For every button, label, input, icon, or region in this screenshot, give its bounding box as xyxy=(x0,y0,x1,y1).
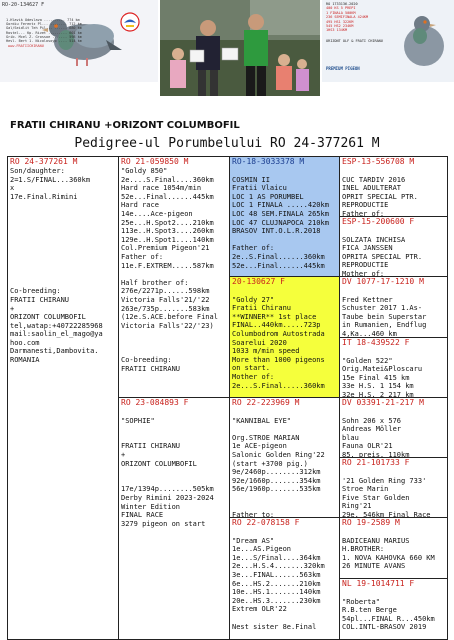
pedigree-text-line: 29e. 546km Final Race xyxy=(342,510,431,518)
paternal-granddam-details xyxy=(232,287,337,390)
pedigree-text-line: R.B.ten Berge xyxy=(342,606,397,615)
subject-details xyxy=(10,167,116,365)
pedigree-text-line: FICA JANSSEN xyxy=(342,244,393,253)
pedigree-text-line: "SOPHIE" xyxy=(121,416,155,425)
left-promo-header: RO-20-134627 F xyxy=(2,2,45,8)
pedigree-text-line: 1e...S/Final....364km xyxy=(232,553,321,562)
pedigree-text-line: Darmanesti,Dambovita. xyxy=(10,347,99,356)
pedigree-text-line: Ring'21 xyxy=(342,502,372,511)
pedigree-text-line xyxy=(232,494,337,503)
pedigree-text-line xyxy=(10,279,116,288)
pedigree-text-line: mail:saolin_el_mago@ya xyxy=(10,330,103,339)
pedigree-text-line: 52e...Final......445km xyxy=(232,261,325,270)
pedigree-text-line: Father to: xyxy=(232,511,275,518)
pedigree-text-line xyxy=(232,408,337,417)
pedigree-text-line xyxy=(232,167,337,176)
pedigree-text-line: 33e H.S. 1 154 km xyxy=(342,382,414,391)
pedigree-text-line: 52e...Final......445km xyxy=(121,192,214,201)
left-promo-results: 1.Hlavik Odeslava .......... 774 km Gordiu Ferentz Pl... ........ 712 km Gal/Seidlit Teh Pil... ...... 680 km Rostel... Kp. Rivet ......... 601 km Grib. Mcel Z. Grossoe ....... 598 km Hevl. Bert 1. Nicolosoyo .... 514 km xyxy=(6,18,82,44)
pedigree-text-line: 2=1.S/FINAL...360km xyxy=(10,175,91,184)
ring-number: ESP-15-200600 F xyxy=(342,217,415,226)
ring-number: RO 22-223969 M xyxy=(232,398,300,407)
pedigree-text-line xyxy=(232,236,337,245)
pedigree-text-line: 17e.Final.Rimini xyxy=(10,192,78,201)
club-logo-icon xyxy=(120,12,140,32)
pedigree-text-line: 6e...HS.2.......210km xyxy=(232,579,321,588)
pedigree-text-line: 2e...H.S.4.......320km xyxy=(232,562,325,571)
great-grandparent-cell-6 xyxy=(339,457,448,518)
great-grandparent-cell-2 xyxy=(339,216,448,277)
pedigree-text-line: Father of: xyxy=(342,209,385,217)
great-grandparent-cell-4 xyxy=(339,337,448,398)
pedigree-text-line: OPRIT SPECIAL PTR. xyxy=(342,192,418,201)
pedigree-text-line xyxy=(342,227,445,236)
pedigree-text-line: Father of: xyxy=(121,252,164,261)
pedigree-grid xyxy=(7,156,448,640)
pedigree-text-line: "Goldy 850" xyxy=(121,167,168,175)
family-photo xyxy=(160,0,320,96)
pedigree-text-line: 85. preis. 110km xyxy=(342,450,410,458)
ring-number: ESP-13-556708 M xyxy=(342,157,415,166)
pedigree-text-line xyxy=(342,468,445,477)
pedigree-text-line: 54pl...FINAL R...450km xyxy=(342,614,435,623)
maternal-granddam-details xyxy=(232,528,337,631)
pedigree-text-line: Mother of: xyxy=(232,372,275,381)
pigeon-image-right xyxy=(392,10,452,72)
pedigree-text-line xyxy=(232,287,337,296)
pedigree-text-line xyxy=(342,348,445,357)
pedigree-text-line xyxy=(342,528,445,537)
dam-details xyxy=(121,408,227,528)
pedigree-text-line xyxy=(342,287,445,296)
pedigree-text-line: 276e/2271p......598km xyxy=(121,287,210,296)
pedigree-text-line: tel,watap:+40722285968 xyxy=(10,321,103,330)
pedigree-text-line: H.BROTHER: xyxy=(342,545,385,554)
pedigree-text-line: 113e..H.Spot3....260km xyxy=(121,227,214,236)
pedigree-text-line: ROMANIA xyxy=(10,356,40,365)
paternal-grandsire-details xyxy=(232,167,337,270)
pedigree-text-line: Fauna OLR'21 xyxy=(342,442,393,451)
pedigree-text-line: Extrem OLR'22 xyxy=(232,605,287,614)
pedigree-text-line: FRATII CHIRANU xyxy=(10,295,70,304)
pedigree-text-line: LOC 47 CLUJNAPOCA 210km xyxy=(232,218,329,227)
great-grandparent-cell-1 xyxy=(339,156,448,217)
pedigree-text-line: blau xyxy=(342,433,359,442)
ring-number: DV 03391-21-217 M xyxy=(342,398,424,407)
pedigree-text-line: Org.STROE MARIAN xyxy=(232,433,300,442)
ring-number: RO 24-377261 M xyxy=(10,157,78,166)
ring-number: 20-130627 F xyxy=(232,277,285,286)
pedigree-text-line: Columbodrom Autostrada xyxy=(232,329,325,338)
pedigree-text-line: 263e/735p.......583km xyxy=(121,304,210,313)
pedigree-text-line: Hard race 1054m/min xyxy=(121,184,202,193)
pedigree-text-line: 14e....Ace-pigeon xyxy=(121,209,193,218)
pedigree-text-line xyxy=(121,270,227,279)
pedigree-text-line: 9e/2460p........312km xyxy=(232,468,321,477)
pedigree-text-line xyxy=(10,201,116,210)
family-photo-image xyxy=(160,0,320,96)
pedigree-text-line: (12e.S.ACE.before Final xyxy=(121,313,218,322)
pedigree-text-line: 56e/1960p.......535km xyxy=(232,485,321,494)
paternal-grandsire-cell xyxy=(229,156,340,277)
pedigree-text-line: COSMIN II xyxy=(232,175,270,184)
pedigree-text-line xyxy=(10,227,116,236)
pedigree-text-line: COL.INTL-BRASOV 2019 xyxy=(342,623,427,632)
banner xyxy=(0,0,454,96)
pedigree-text-line xyxy=(342,408,445,417)
pedigree-text-line: "Goldy 27" xyxy=(232,295,275,304)
premium-pigeon-logo: PREMIUM PIGEON xyxy=(326,66,360,71)
pedigree-text-line: Andreas Möller xyxy=(342,425,402,434)
pedigree-text-line: 1e...AS.Pigeon xyxy=(232,545,292,554)
pedigree-text-line: 15e Final 415 km xyxy=(342,373,410,382)
ring-number: RO 22-078158 F xyxy=(232,518,300,527)
pedigree-text-line: 1033 m/min speed xyxy=(232,347,300,356)
pedigree-text-line: Mother of: xyxy=(342,269,385,277)
pedigree-text-line: "Roberta" xyxy=(342,597,380,606)
pedigree-text-line: hoo.com xyxy=(10,338,40,347)
pedigree-text-line xyxy=(121,408,227,417)
pedigree-text-line: 2e..S.Final......360km xyxy=(232,252,325,261)
sire-cell xyxy=(118,156,230,398)
pedigree-text-line: CUC TARDIV 2016 xyxy=(342,175,406,184)
pedigree-text-line: Nest sister 8e.Final xyxy=(232,622,317,631)
pedigree-text-line xyxy=(121,468,227,477)
subject-pigeon-cell xyxy=(7,156,119,640)
pedigree-text-line xyxy=(10,262,116,271)
pedigree-text-line: 92e/1660p.......354km xyxy=(232,476,321,485)
pedigree-text-line: Co-breeding: xyxy=(10,287,61,296)
left-promo-panel xyxy=(0,0,158,82)
pedigree-text-line: REPRODUCTIE xyxy=(342,261,389,270)
pedigree-text-line: Sohn 206 x 576 xyxy=(342,416,402,425)
pedigree-text-line xyxy=(121,339,227,348)
pedigree-text-line: 129e..H.Spot1....140km xyxy=(121,235,214,244)
pedigree-text-line: "Golden 522" xyxy=(342,356,393,365)
pedigree-text-line: (start +3700 pig.) xyxy=(232,459,308,468)
pedigree-text-line xyxy=(10,253,116,262)
pedigree-text-line xyxy=(342,167,445,176)
pedigree-text-line xyxy=(10,270,116,279)
pedigree-text-line: 2e....S.Final....360km xyxy=(121,175,214,184)
pedigree-text-line: Fratii Vlaicu xyxy=(232,184,287,193)
pedigree-text-line: BADICEANU MARIUS xyxy=(342,536,410,545)
pedigree-text-line: SOLZATA INCHISA xyxy=(342,235,406,244)
pedigree-text-line: Co-breeding: xyxy=(121,356,172,365)
pedigree-text-line: in Rumanien, Endflug xyxy=(342,321,427,330)
great-grandparent-cell-7 xyxy=(339,517,448,579)
pedigree-text-line xyxy=(121,477,227,486)
dam-cell xyxy=(118,397,230,640)
pedigree-text-line: **WINNER** 1st place xyxy=(232,312,317,321)
pedigree-text-line: Five Star Golden xyxy=(342,493,410,502)
pedigree-text-line: Victoria Falls'21/'22 xyxy=(121,295,210,304)
pedigree-text-line: 10e..HS.1.......140km xyxy=(232,588,321,597)
pedigree-text-line: 11e.F.EXTREM.....587km xyxy=(121,261,214,270)
pedigree-text-line: 3e...FINAL......563km xyxy=(232,570,321,579)
pedigree-text-line: x xyxy=(10,184,15,193)
pedigree-text-line: FINAL RACE xyxy=(121,511,164,520)
ring-number: NL 19-1014711 F xyxy=(342,579,415,588)
pedigree-text-line: Taube bein Superstar xyxy=(342,312,427,321)
pedigree-text-line xyxy=(10,244,116,253)
pedigree-text-line: 1e ACE-pigeon xyxy=(232,442,287,451)
pedigree-text-line: Col.Premium Pigeon'21 xyxy=(121,244,210,253)
sire-details xyxy=(121,167,227,373)
pedigree-text-line: "KANNIBAL EYE" xyxy=(232,416,292,425)
pedigree-text-line: REPRODUCTIE xyxy=(342,201,389,210)
right-promo-results: RO 1733136-2020 400 KS 5 PREPI 1 FINALA 500KM 236 SEMIFINALA 424KM 495 HS1 322KM 545 HS2 234KM 1HS3 134KM ORIZONT OLF & FRATI CHIRANU xyxy=(326,2,383,43)
pedigree-text-line xyxy=(10,219,116,228)
pedigree-text-line: 4,Ka...460 km xyxy=(342,329,397,338)
pedigree-text-line: FRATII CHIRANU xyxy=(121,442,181,451)
paternal-granddam-cell xyxy=(229,276,340,398)
pedigree-text-line: OPRITA SPECIAL PTR. xyxy=(342,252,423,261)
pedigree-text-line: Schuster 2017 1.As- xyxy=(342,304,423,313)
pedigree-text-line: 3279 pigeon on start xyxy=(121,519,206,528)
pedigree-text-line: 17e/1394p........505km xyxy=(121,485,214,494)
left-promo-footer: www.FRATIICHIRANU xyxy=(8,44,44,48)
pedigree-text-line: on start. xyxy=(232,364,270,373)
maternal-grandsire-cell xyxy=(229,397,340,518)
pedigree-text-line: FINAL..440km.....723p xyxy=(232,321,321,330)
maternal-granddam-cell xyxy=(229,517,340,640)
pedigree-text-line: "Dream AS" xyxy=(232,536,275,545)
pedigree-text-line: LOC 1 AS PORUMBEL xyxy=(232,192,304,201)
ring-number: RO 21-101733 F xyxy=(342,458,410,467)
pedigree-text-line: Son/daughter: xyxy=(10,167,65,175)
ring-number: DV 1077-17-1210 M xyxy=(342,277,424,286)
pedigree-title: Pedigree-ul Porumbelului RO 24-377261 M xyxy=(74,136,380,151)
pedigree-text-line xyxy=(232,614,337,623)
great-grandparent-cell-3 xyxy=(339,276,448,338)
pedigree-text-line: 32e H.S. 2 217 km xyxy=(342,390,414,398)
pedigree-text-line: Derby Rimini 2023-2024 xyxy=(121,493,214,502)
pedigree-text-line: Fratii Chiranu xyxy=(232,304,292,313)
loft-title: FRATII CHIRANU +ORIZONT COLUMBOFIL xyxy=(10,120,240,131)
ring-number: RO-18-3033378 M xyxy=(232,157,305,166)
pedigree-text-line: INEL ADULTERAT xyxy=(342,184,402,193)
pedigree-text-line: Father of: xyxy=(232,244,275,253)
ring-number: RO 19-2589 M xyxy=(342,518,400,527)
ring-number: RO 21-059850 M xyxy=(121,157,189,166)
pedigree-text-line: Salonic Golden Ring'22 xyxy=(232,450,325,459)
ring-number: RO 23-084893 F xyxy=(121,398,189,407)
pedigree-text-line: FRATII CHIRANU xyxy=(121,364,181,373)
pedigree-text-line xyxy=(10,236,116,245)
pedigree-text-line: ORIZONT COLUMBOFIL xyxy=(10,313,86,322)
great-grandparent-cell-8 xyxy=(339,578,448,640)
great-grandparent-cell-5 xyxy=(339,397,448,458)
pedigree-text-line: Stroe Marin xyxy=(342,485,389,494)
pedigree-text-line xyxy=(342,589,445,598)
pedigree-text-line xyxy=(232,528,337,537)
pedigree-text-line: Soarelui 2020 xyxy=(232,338,287,347)
pedigree-text-line xyxy=(232,425,337,434)
pedigree-text-line: More than 1000 pigeons xyxy=(232,355,325,364)
pedigree-text-line: + xyxy=(10,304,15,313)
pedigree-text-line xyxy=(121,347,227,356)
pedigree-text-line: Orig.Matei&Ploscaru xyxy=(342,365,423,374)
pedigree-text-line: 20e..HS.3.......230km xyxy=(232,596,321,605)
pedigree-text-line xyxy=(232,503,337,512)
maternal-grandsire-details xyxy=(232,408,337,518)
pedigree-text-line xyxy=(121,434,227,443)
pedigree-text-line: Hard race xyxy=(121,201,159,210)
pedigree-text-line: Victoria Falls'22/'23) xyxy=(121,321,214,330)
pedigree-text-line: + xyxy=(121,450,126,459)
pedigree-text-line: 25e...H.Spot2....210km xyxy=(121,218,214,227)
pedigree-text-line: Fred Kettner xyxy=(342,295,393,304)
pedigree-text-line: 26 MINUTE AVANS xyxy=(342,562,406,571)
pedigree-text-line: BRASOV INT.O.L.R.2018 xyxy=(232,227,321,236)
pedigree-text-line: ORIZONT COLUMBOFIL xyxy=(121,459,197,468)
pedigree-text-line xyxy=(121,330,227,339)
pedigree-text-line: LOC 48 SEM.FINALA 265km xyxy=(232,209,329,218)
ring-number: IT 18-439522 F xyxy=(342,338,410,347)
pedigree-text-line: '21 Golden Ring 733' xyxy=(342,476,427,485)
right-promo-panel xyxy=(322,0,454,82)
pedigree-text-line: Half brother of: xyxy=(121,278,189,287)
pedigree-text-line: 1. NOVA KAHOVKA 660 KM xyxy=(342,553,435,562)
pedigree-text-line xyxy=(10,210,116,219)
pedigree-text-line: 2e...S.Final.....360km xyxy=(232,381,325,390)
pedigree-text-line: Winter Edition xyxy=(121,502,181,511)
pedigree-text-line: LOC 1 FINALA .....420km xyxy=(232,201,329,210)
pedigree-text-line xyxy=(121,425,227,434)
